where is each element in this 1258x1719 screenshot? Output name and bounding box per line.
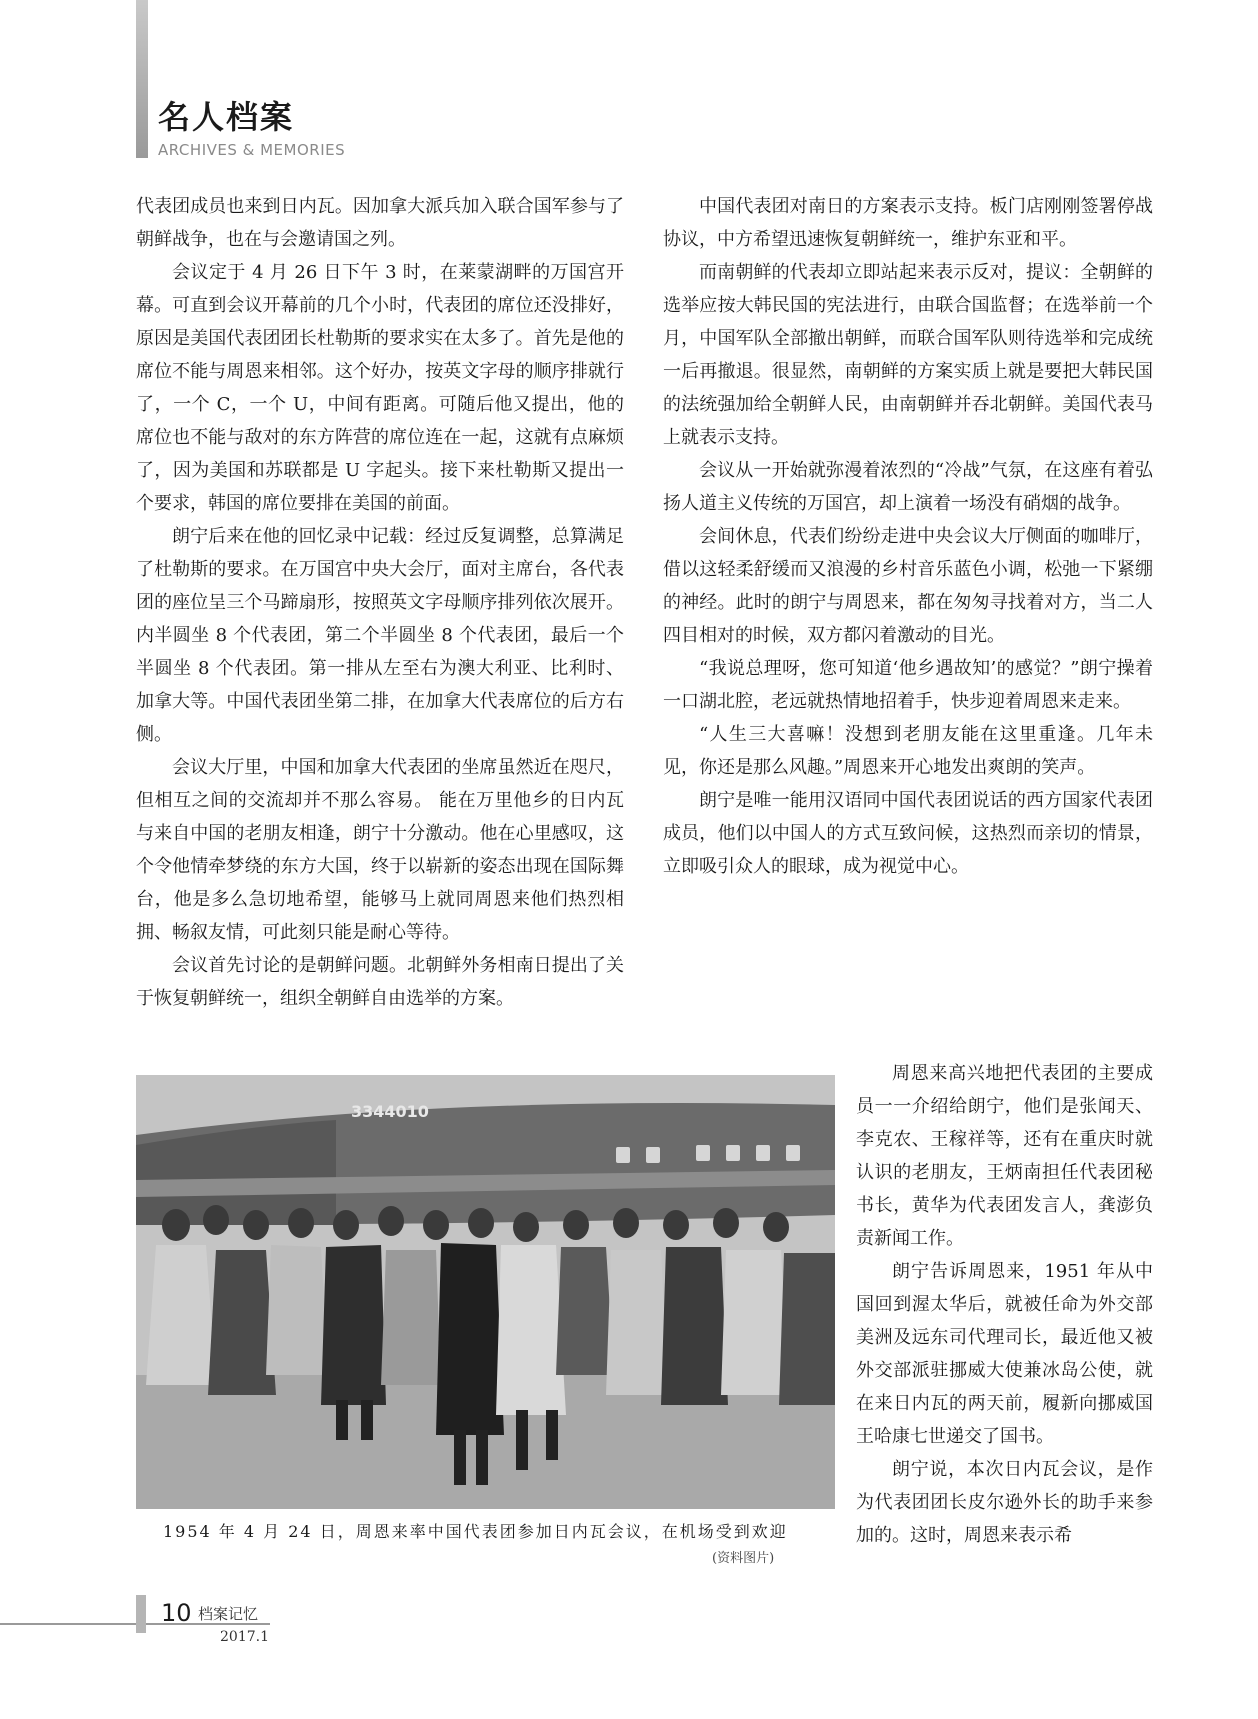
paragraph: 中国代表团对南日的方案表示支持。板门店刚刚签署停战协议，中方希望迅速恢复朝鲜统一，维护东亚和平。 (663, 196, 1153, 250)
photo-credit: (资料图片) (712, 1551, 775, 1566)
article-left-column (136, 190, 624, 1015)
magazine-name: 档案记忆 (198, 1605, 259, 1623)
section-subtitle: ARCHIVES & MEMORIES (158, 141, 346, 159)
section-accent-bar (136, 0, 148, 158)
paragraph: 会间休息，代表们纷纷走进中央会议大厅侧面的咖啡厅，借以这轻柔舒缓而又浪漫的乡村音乐蓝色小调，松弛一下紧绷的神经。此时的朗宁与周恩来，都在匆匆寻找着对方，当二人四目相对的时候，双方都闪着激动的目光。 (663, 526, 1153, 646)
paragraph: 会议首先讨论的是朝鲜问题。北朝鲜外务相南日提出了关于恢复朝鲜统一，组织全朝鲜自由选举的方案。 (136, 955, 624, 1009)
paragraph: 朗宁说，本次日内瓦会议，是作为代表团团长皮尔逊外长的助手来参加的。这时，周恩来表示希 (856, 1459, 1153, 1546)
paragraph: 朗宁告诉周恩来，1951 年从中国回到渥太华后，就被任命为外交部美洲及远东司代理司长，最近他又被外交部派驻挪威大使兼冰岛公使，就在来日内瓦的两天前，履新向挪威国王哈康七世递交了国书。 (856, 1261, 1153, 1447)
paragraph: 周恩来高兴地把代表团的主要成员一一介绍给朗宁，他们是张闻天、李克农、王稼祥等，还有在重庆时就认识的老朋友，王炳南担任代表团秘书长，黄华为代表团发言人，龚澎负责新闻工作。 (856, 1063, 1153, 1249)
paragraph: 会议定于 4 月 26 日下午 3 时，在莱蒙湖畔的万国宫开幕。可直到会议开幕前的几个小时，代表团的席位还没排好，原因是美国代表团团长杜勒斯的要求实在太多了。首先是他的席位不能与周恩来相邻。这个好办，按英文字母的顺序排就行了，一个 C，一个 U，中间有距离。可随后他又提出，他的席位也不能与敌对的东方阵营的席位连在一起，这就有点麻烦了，因为美国和苏联都是 U 字起头。接下来杜勒斯又提出一个要求，韩国的席位要排在美国的前面。 (136, 262, 624, 514)
paragraph: 会议从一开始就弥漫着浓烈的“冷战”气氛，在这座有着弘扬人道主义传统的万国宫，却上演着一场没有硝烟的战争。 (663, 460, 1153, 514)
paragraph: “我说总理呀，您可知道‘他乡遇故知’的感觉？”朗宁操着一口湖北腔，老远就热情地招着手，快步迎着周恩来走来。 (663, 658, 1153, 712)
paragraph: 朗宁后来在他的回忆录中记载：经过反复调整，总算满足了杜勒斯的要求。在万国宫中央大会厅，面对主席台，各代表团的座位呈三个马蹄扇形，按照英文字母顺序排列依次展开。内半圆坐 8 个代表团，第二个半圆坐 8 个代表团，最后一个半圆坐 8 个代表团。第一排从左至右为澳大利亚、比利时、加拿大等。中国代表团坐第二排，在加拿大代表席位的后方右侧。 (136, 526, 624, 745)
page-number: 10 (161, 1599, 192, 1627)
paragraph: 朗宁是唯一能用汉语同中国代表团说话的西方国家代表团成员，他们以中国人的方式互致问候，这热烈而亲切的情景，立即吸引众人的眼球，成为视觉中心。 (663, 790, 1153, 877)
section-title: 名人档案 (158, 98, 295, 136)
paragraph: “人生三大喜嘛！没想到老朋友能在这里重逢。几年未见，你还是那么风趣。”周恩来开心地发出爽朗的笑声。 (663, 724, 1153, 778)
footer-accent-bar (136, 1595, 146, 1633)
article-narrow-column (856, 1057, 1153, 1552)
plane-number: 3344010 (351, 1102, 429, 1121)
paragraph: 而南朝鲜的代表却立即站起来表示反对，提议：全朝鲜的选举应按大韩民国的宪法进行，由联合国监督；在选举前一个月，中国军队全部撤出朝鲜，而联合国军队则待选举和完成统一后再撤退。很显然，南朝鲜的方案实质上就是要把大韩民国的法统强加给全朝鲜人民，由南朝鲜并吞北朝鲜。美国代表马上就表示支持。 (663, 262, 1153, 448)
paragraph: 代表团成员也来到日内瓦。因加拿大派兵加入联合国军参与了朝鲜战争，也在与会邀请国之列。 (136, 196, 624, 250)
photo-caption: 1954 年 4 月 24 日，周恩来率中国代表团参加日内瓦会议，在机场受到欢迎 (163, 1522, 788, 1541)
article-right-column (663, 190, 1153, 883)
paragraph: 会议大厅里，中国和加拿大代表团的坐席虽然近在咫尺，但相互之间的交流却并不那么容易。 能在万里他乡的日内瓦与来自中国的老朋友相逢，朗宁十分激动。他在心里感叹，这个令他情牵梦绕的东方大国，终于以崭新的姿态出现在国际舞台，他是多么急切地希望，能够马上就同周恩来他们热烈相拥、畅叙友情，可此刻只能是耐心等待。 (136, 757, 624, 943)
historical-photo (136, 1075, 835, 1509)
issue-number: 2017.1 (220, 1629, 269, 1645)
